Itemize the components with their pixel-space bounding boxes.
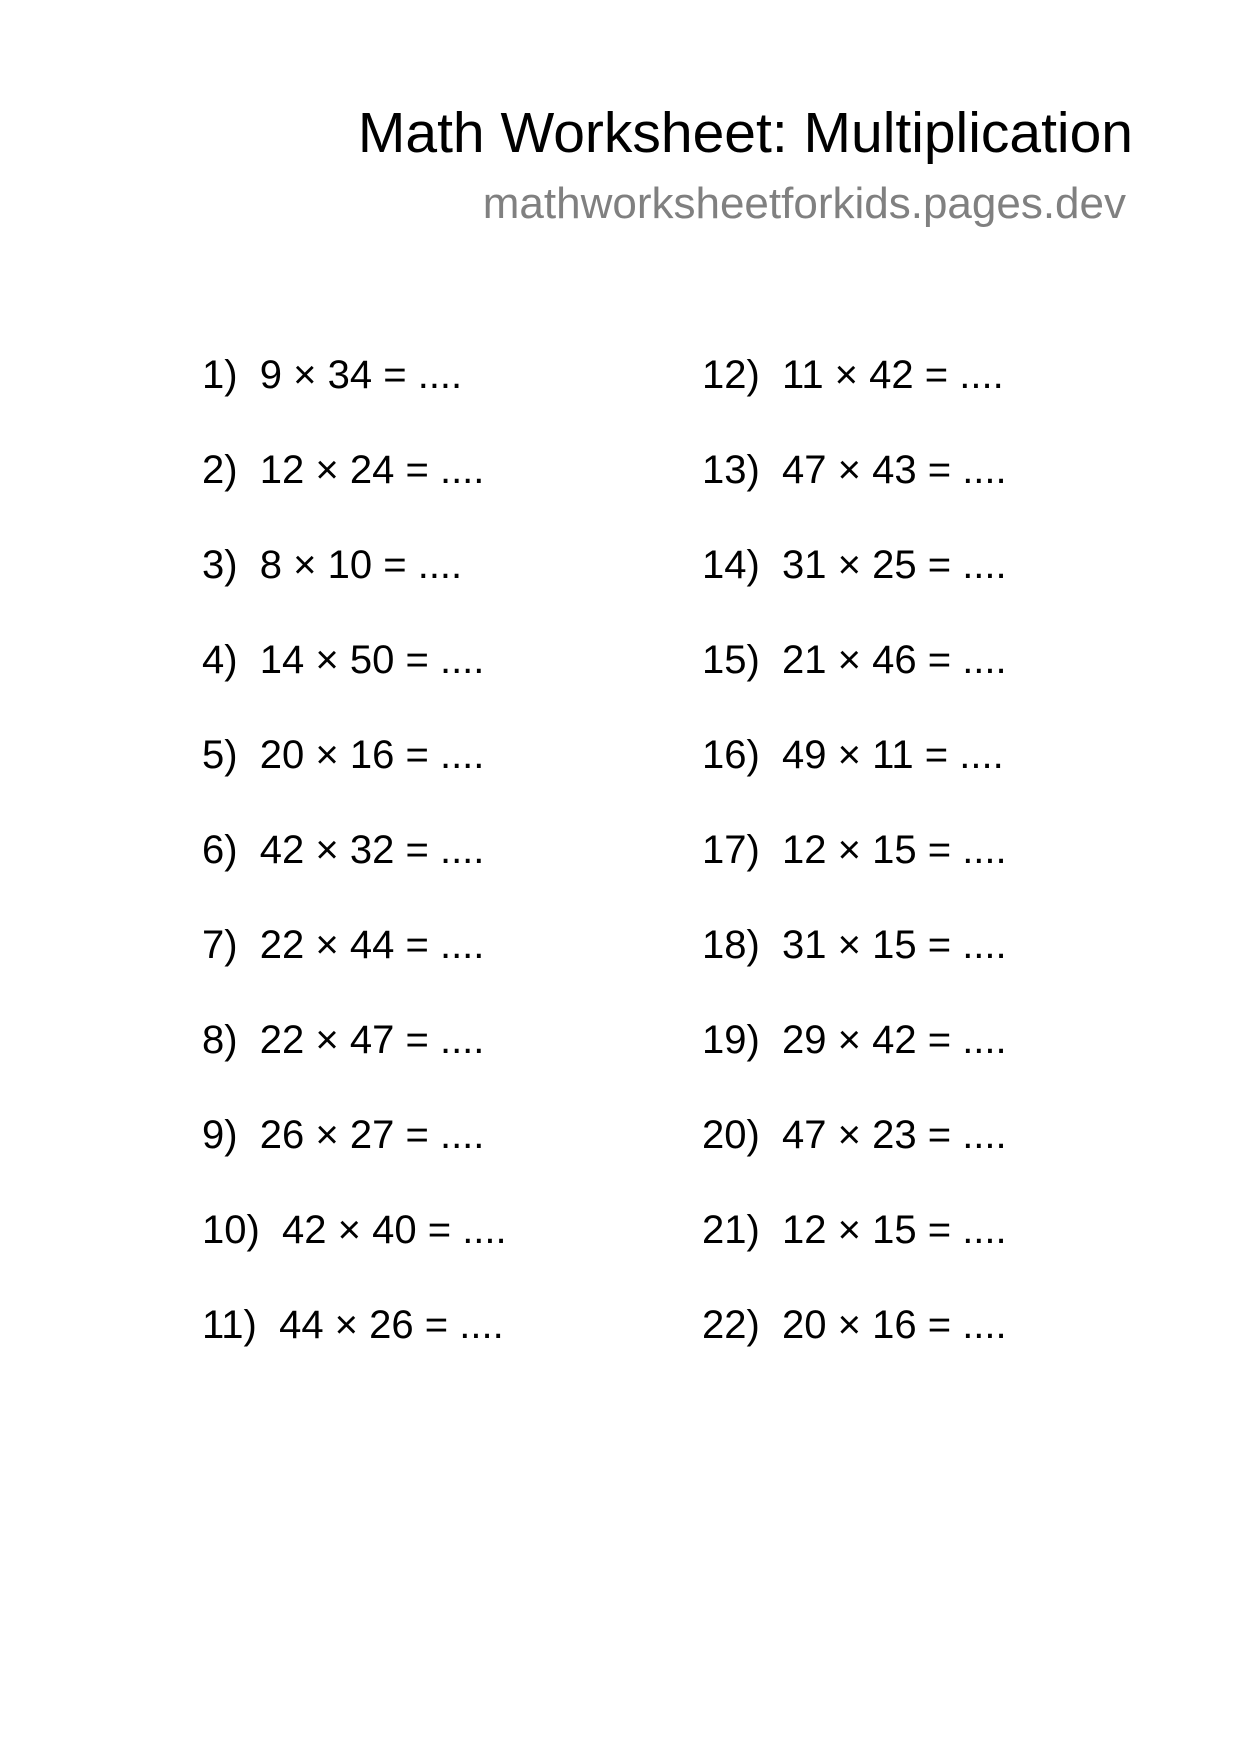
problem-item: 1) 9 × 34 = .... [202, 353, 463, 397]
problem-item: 6) 42 × 32 = .... [202, 828, 485, 872]
problem-item: 4) 14 × 50 = .... [202, 638, 485, 682]
problem-item: 11) 44 × 26 = .... [202, 1303, 504, 1347]
problems-column-left [202, 352, 507, 1397]
problem-item: 22) 20 × 16 = .... [702, 1303, 1007, 1347]
problem-item: 21) 12 × 15 = .... [702, 1208, 1007, 1252]
problem-item: 18) 31 × 15 = .... [702, 923, 1007, 967]
worksheet-title: Math Worksheet: Multiplication [357, 101, 1133, 165]
problem-item: 15) 21 × 46 = .... [702, 638, 1007, 682]
problem-item: 12) 11 × 42 = .... [702, 353, 1004, 397]
problem-item: 19) 29 × 42 = .... [702, 1018, 1007, 1062]
problem-item: 14) 31 × 25 = .... [702, 543, 1007, 587]
problem-item: 13) 47 × 43 = .... [702, 448, 1007, 492]
problem-item: 5) 20 × 16 = .... [202, 733, 485, 777]
problem-item: 16) 49 × 11 = .... [702, 733, 1004, 777]
problem-item: 10) 42 × 40 = .... [202, 1208, 507, 1252]
problem-item: 3) 8 × 10 = .... [202, 543, 463, 587]
problems-column-right [702, 352, 1007, 1397]
problem-item: 8) 22 × 47 = .... [202, 1018, 485, 1062]
problem-item: 9) 26 × 27 = .... [202, 1113, 485, 1157]
website-url: mathworksheetforkids.pages.dev [482, 179, 1126, 228]
problem-item: 2) 12 × 24 = .... [202, 448, 485, 492]
problem-item: 7) 22 × 44 = .... [202, 923, 485, 967]
problem-item: 17) 12 × 15 = .... [702, 828, 1007, 872]
problem-item: 20) 47 × 23 = .... [702, 1113, 1007, 1157]
